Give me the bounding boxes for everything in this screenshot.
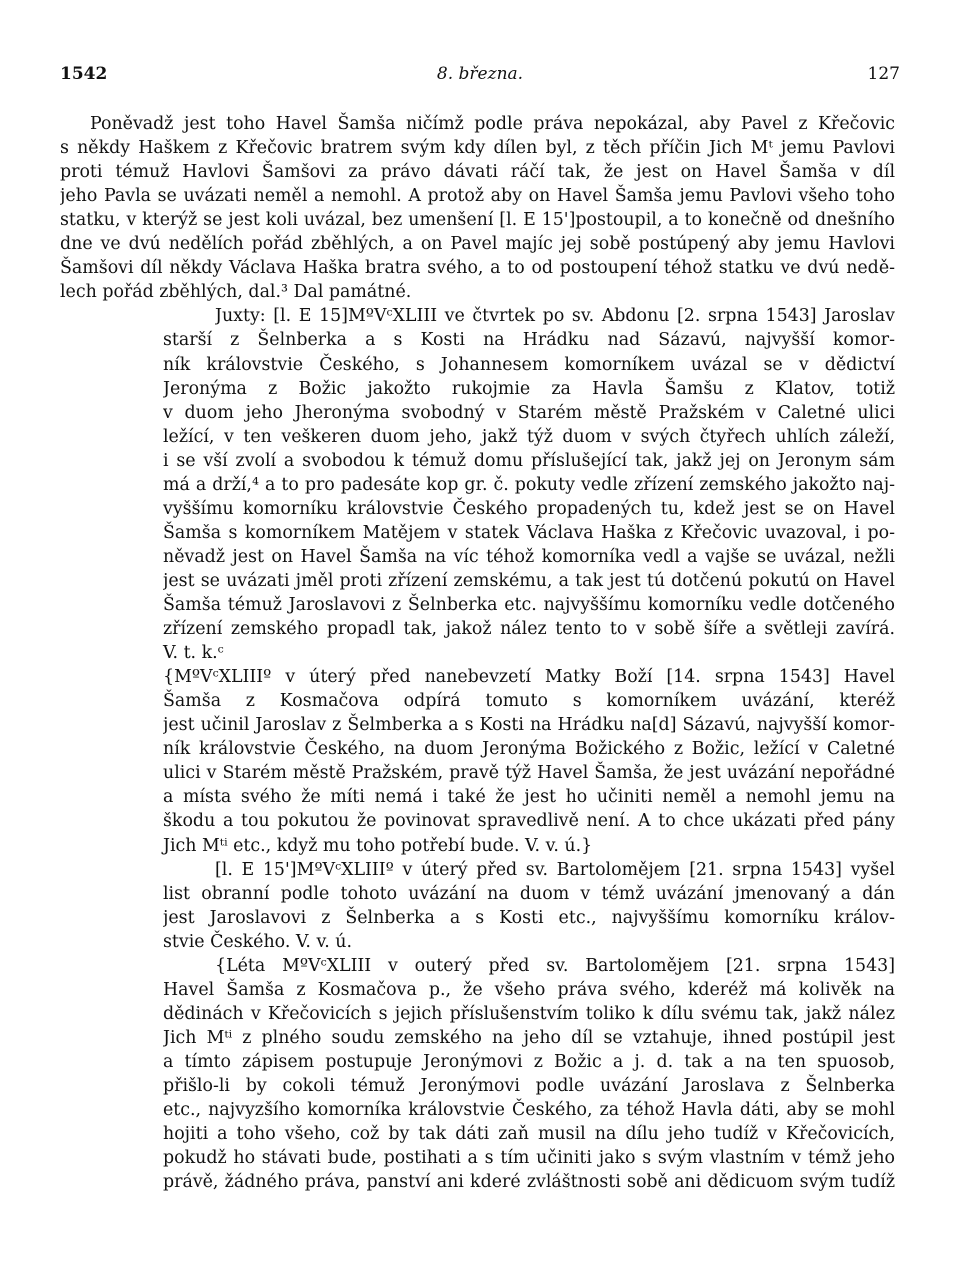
text-line: proti témuž Havlovi Šamšovi za právo dávati ráčí tak, že jest on Havel Šamša v díl xyxy=(60,162,895,183)
text-line: pokudž ho stávati bude, postihati a s tím učiniti jako s svým vlastním v témž jeho xyxy=(163,1148,895,1169)
text-line: ník královstvie Českého, na duom Jeronýma Božického z Božic, ležící v Caletné xyxy=(163,739,895,760)
text-line: hojiti a toho všeho, což by tak dáti zaň musil na dílu jeho tudíž v Křečovicích, xyxy=(163,1124,895,1145)
text-line: {MºVᶜXLIIIº v úterý před nanebevzetí Matky Boží [14. srpna 1543] Havel xyxy=(163,667,895,688)
text-line: a místa svého že míti nemá i také že jest ho učiniti neměl a nemohl jemu na xyxy=(163,787,895,808)
text-line: Šamša témuž Jaroslavovi z Šelnberka etc. najvyššímu komorníku vedle dotčeného xyxy=(163,595,895,615)
text-line: Šamša s komorníkem Matějem v statek Václava Haška z Křečovic uvazoval, i po- xyxy=(163,522,895,543)
text-line: jeho Pavla se uvázati neměl a nemohl. A protož aby on Havel Šamša jemu Pavlovi všeho toho xyxy=(60,186,895,207)
page-number: 127 xyxy=(867,64,900,84)
text-line: Šamšovi díl někdy Václava Haška bratra svého, a to od postoupení téhož statku ve dvú nedě- xyxy=(60,258,895,279)
text-line: stvie Českého. V. v. ú. xyxy=(163,931,353,952)
text-line: ulici v Starém městě Pražském, pravě týž Havel Šamša, že jest uvázání nepořádné xyxy=(163,763,895,784)
text-line: jest učinil Jaroslav z Šelmberka a s Kosti na Hrádku na[d] Sázavú, najvyšší komor- xyxy=(163,715,895,736)
text-line: a tímto zápisem postupuje Jeronýmovi z Božic a j. d. tak a na ten spuosob, xyxy=(163,1051,895,1072)
text-line: Havel Šamša z Kosmačova p., že všeho práva svého, kderéž má kolivěk na xyxy=(163,979,895,1000)
text-line: ležící, v ten veškeren duom jeho, jakž týž duom v svých čtyřech uhlích záleží, xyxy=(163,426,895,447)
text-line: vyššímu komorníku královstvie Českého propadených tu, kdež jest se on Havel xyxy=(163,498,895,519)
text-line: statku, v kterýž se jest koli uvázal, bez umenšení [l. E 15']postoupil, a to konečně od dnešního xyxy=(60,210,895,231)
text-line: etc., najvyzšího komorníka královstvie Českého, za téhož Havla dáti, aby se mohl xyxy=(163,1100,895,1121)
text-line: něvadž jest on Havel Šamša na víc téhož komorníka vedl a vajše se uvázal, nežli xyxy=(163,546,895,567)
text-line: {Léta MºVᶜXLIII v outerý před sv. Bartolomějem [21. srpna 1543] xyxy=(215,955,895,976)
text-line: [l. E 15']MºVᶜXLIIIº v úterý před sv. Bartolomějem [21. srpna 1543] vyšel xyxy=(215,859,895,880)
text-line: V. t. k.ᶜ xyxy=(163,643,224,664)
text-line: Juxty: [l. E 15]MºVᶜXLIII ve čtvrtek po sv. Abdonu [2. srpna 1543] Jaroslav xyxy=(215,306,895,327)
text-line: Poněvadž jest toho Havel Šamša ničímž podle práva nepokázal, aby Pavel z Křečovic xyxy=(90,114,895,134)
header-year: 1542 xyxy=(60,64,108,84)
text-line: právě, žádného práva, panství ani kderé zvláštnosti sobě ani dědicuom svým tudíž xyxy=(163,1172,895,1193)
text-line: lech pořád zběhlých, dal.³ Dal památné. xyxy=(60,282,412,303)
header-date: 8. března. xyxy=(436,64,524,84)
running-header xyxy=(60,64,900,88)
text-line: Jich Mᵗⁱ z plného soudu zemského na jeho díl se vztahuje, ihned postúpil jest xyxy=(163,1027,895,1048)
text-line: dědinách v Křečovicích s jejich příslušenstvím toliko k dílu svému tak, jakž nález xyxy=(163,1003,895,1024)
text-line: zřízení zemského propadl tak, jakož nález tento to v sobě šíře a světleji zavírá. xyxy=(163,619,895,640)
text-line: starší z Šelnberka a s Kosti na Hrádku nad Sázavú, najvyšší komor- xyxy=(163,330,895,351)
text-line: s někdy Haškem z Křečovic bratrem svým kdy dílen byl, z těch příčin Jich Mᵗ jemu Pavlovi xyxy=(60,138,895,159)
text-line: dne ve dvú nedělích pořád zběhlých, a on Pavel majíc jej sobě postúpený aby jemu Havlovi xyxy=(60,234,895,255)
text-line: Jeronýma z Božic jakožto rukojmie za Havla Šamšu z Klatov, totiž xyxy=(163,378,895,399)
text-line: Šamša z Kosmačova odpírá tomuto s komorníkem uvázání, kteréž xyxy=(163,691,895,712)
text-line: i se vší zvolí a svobodou k témuž domu příslušející tak, jakž jej on Jeronym sám xyxy=(163,450,895,471)
text-line: jest se uvázati jměl proti zřízení zemskému, a tak jest tú dotčenú pokutú on Havel xyxy=(163,570,895,591)
text-line: Jich Mᵗⁱ etc., když mu toho potřebí bude. V. v. ú.} xyxy=(163,835,593,856)
text-line: přišlo-li by cokoli témuž Jeronýmovi podle uvázání Jaroslava z Šelnberka xyxy=(163,1076,895,1096)
text-line: jest Jaroslavovi z Šelnberka a s Kosti etc., najvyššímu komorníku králov- xyxy=(163,907,895,928)
text-line: má a drží,⁴ a to pro padesáte kop gr. č. pokuty vedle zřízení zemského jakožto naj- xyxy=(163,474,895,495)
text-line: ník královstvie Českého, s Johannesem komorníkem uvázal se v dědictví xyxy=(163,354,895,375)
text-line: škodu a tou pokutou že povinovat spravedlivě není. A to chce ukázati před pány xyxy=(163,811,895,832)
text-line: list obranní podle tohoto uvázání na duom v témž uvázání jmenovaný a dán xyxy=(163,883,895,904)
text-line: v duom jeho Jheronýma svobodný v Starém městě Pražském v Caletné ulici xyxy=(163,402,895,423)
